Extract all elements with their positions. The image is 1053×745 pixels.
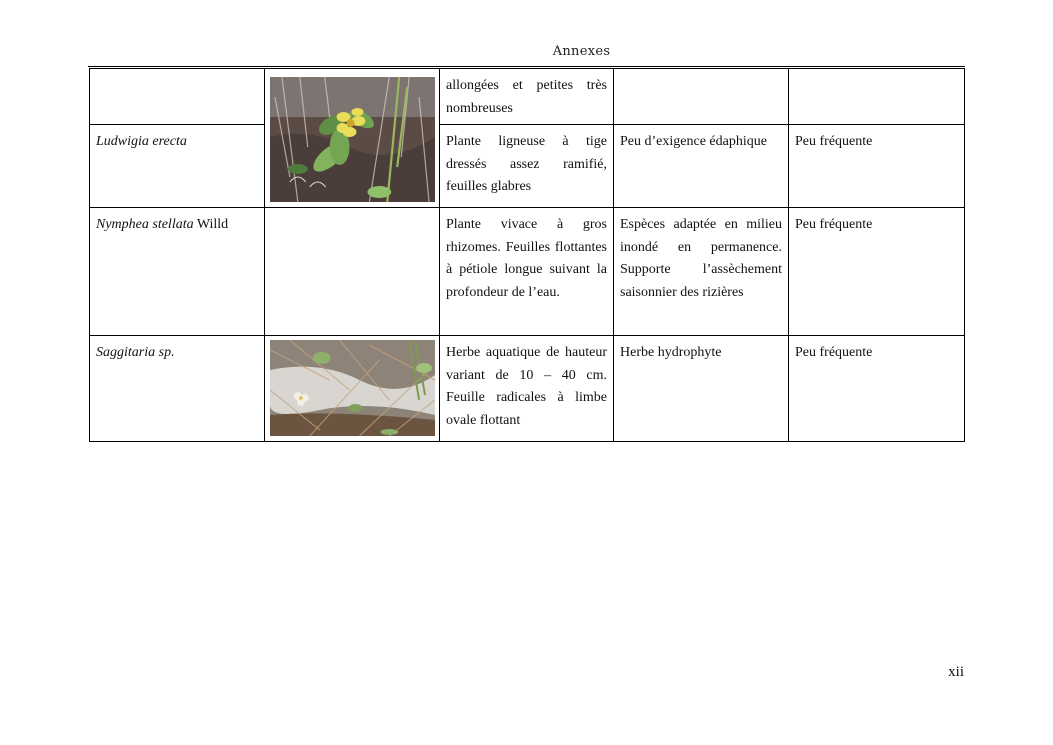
saggitaria-photo xyxy=(270,340,435,436)
description-cell: Plante vivace à gros rhizomes. Feuilles flottantes à pétiole longue suivant la profondeur de l’eau. xyxy=(440,208,614,336)
ecology-cell: Herbe hydrophyte xyxy=(614,336,789,442)
frequency-cell: Peu fréquente xyxy=(789,125,965,208)
ecology-cell xyxy=(614,69,789,125)
species-name-cell xyxy=(90,69,265,125)
frequency-cell: Peu fréquente xyxy=(789,208,965,336)
photo-cell xyxy=(265,208,440,336)
species-name-cell xyxy=(90,125,265,208)
ludwigia-photo xyxy=(270,77,435,202)
page-number: xii xyxy=(948,664,964,680)
ecology-cell: Peu d’exigence édaphique xyxy=(614,125,789,208)
species-author: Willd xyxy=(193,217,229,232)
description-cell: Plante ligneuse à tige dressés assez ramifié, feuilles glabres xyxy=(440,125,614,208)
photo-cell xyxy=(265,69,440,208)
table-row xyxy=(90,336,965,442)
photo-cell xyxy=(265,336,440,442)
species-name-cell xyxy=(90,208,265,336)
header-rule xyxy=(88,66,965,67)
running-header: Annexes xyxy=(552,44,611,59)
species-name: Saggitaria sp. xyxy=(96,345,175,360)
species-name-cell xyxy=(90,336,265,442)
ecology-cell: Espèces adaptée en milieu inondé en permanence. Supporte l’assèchement saisonnier des rizières xyxy=(614,208,789,336)
table-row xyxy=(90,125,965,208)
species-table xyxy=(89,68,965,442)
description-cell: Herbe aquatique de hauteur variant de 10 – 40 cm. Feuille radicales à limbe ovale flottant xyxy=(440,336,614,442)
description-cell: allongées et petites très nombreuses xyxy=(440,69,614,125)
table-row xyxy=(90,69,965,125)
species-name: Nymphea stellata xyxy=(96,217,194,232)
frequency-cell xyxy=(789,69,965,125)
table-row xyxy=(90,208,965,336)
species-name: Ludwigia erecta xyxy=(96,134,187,149)
frequency-cell: Peu fréquente xyxy=(789,336,965,442)
